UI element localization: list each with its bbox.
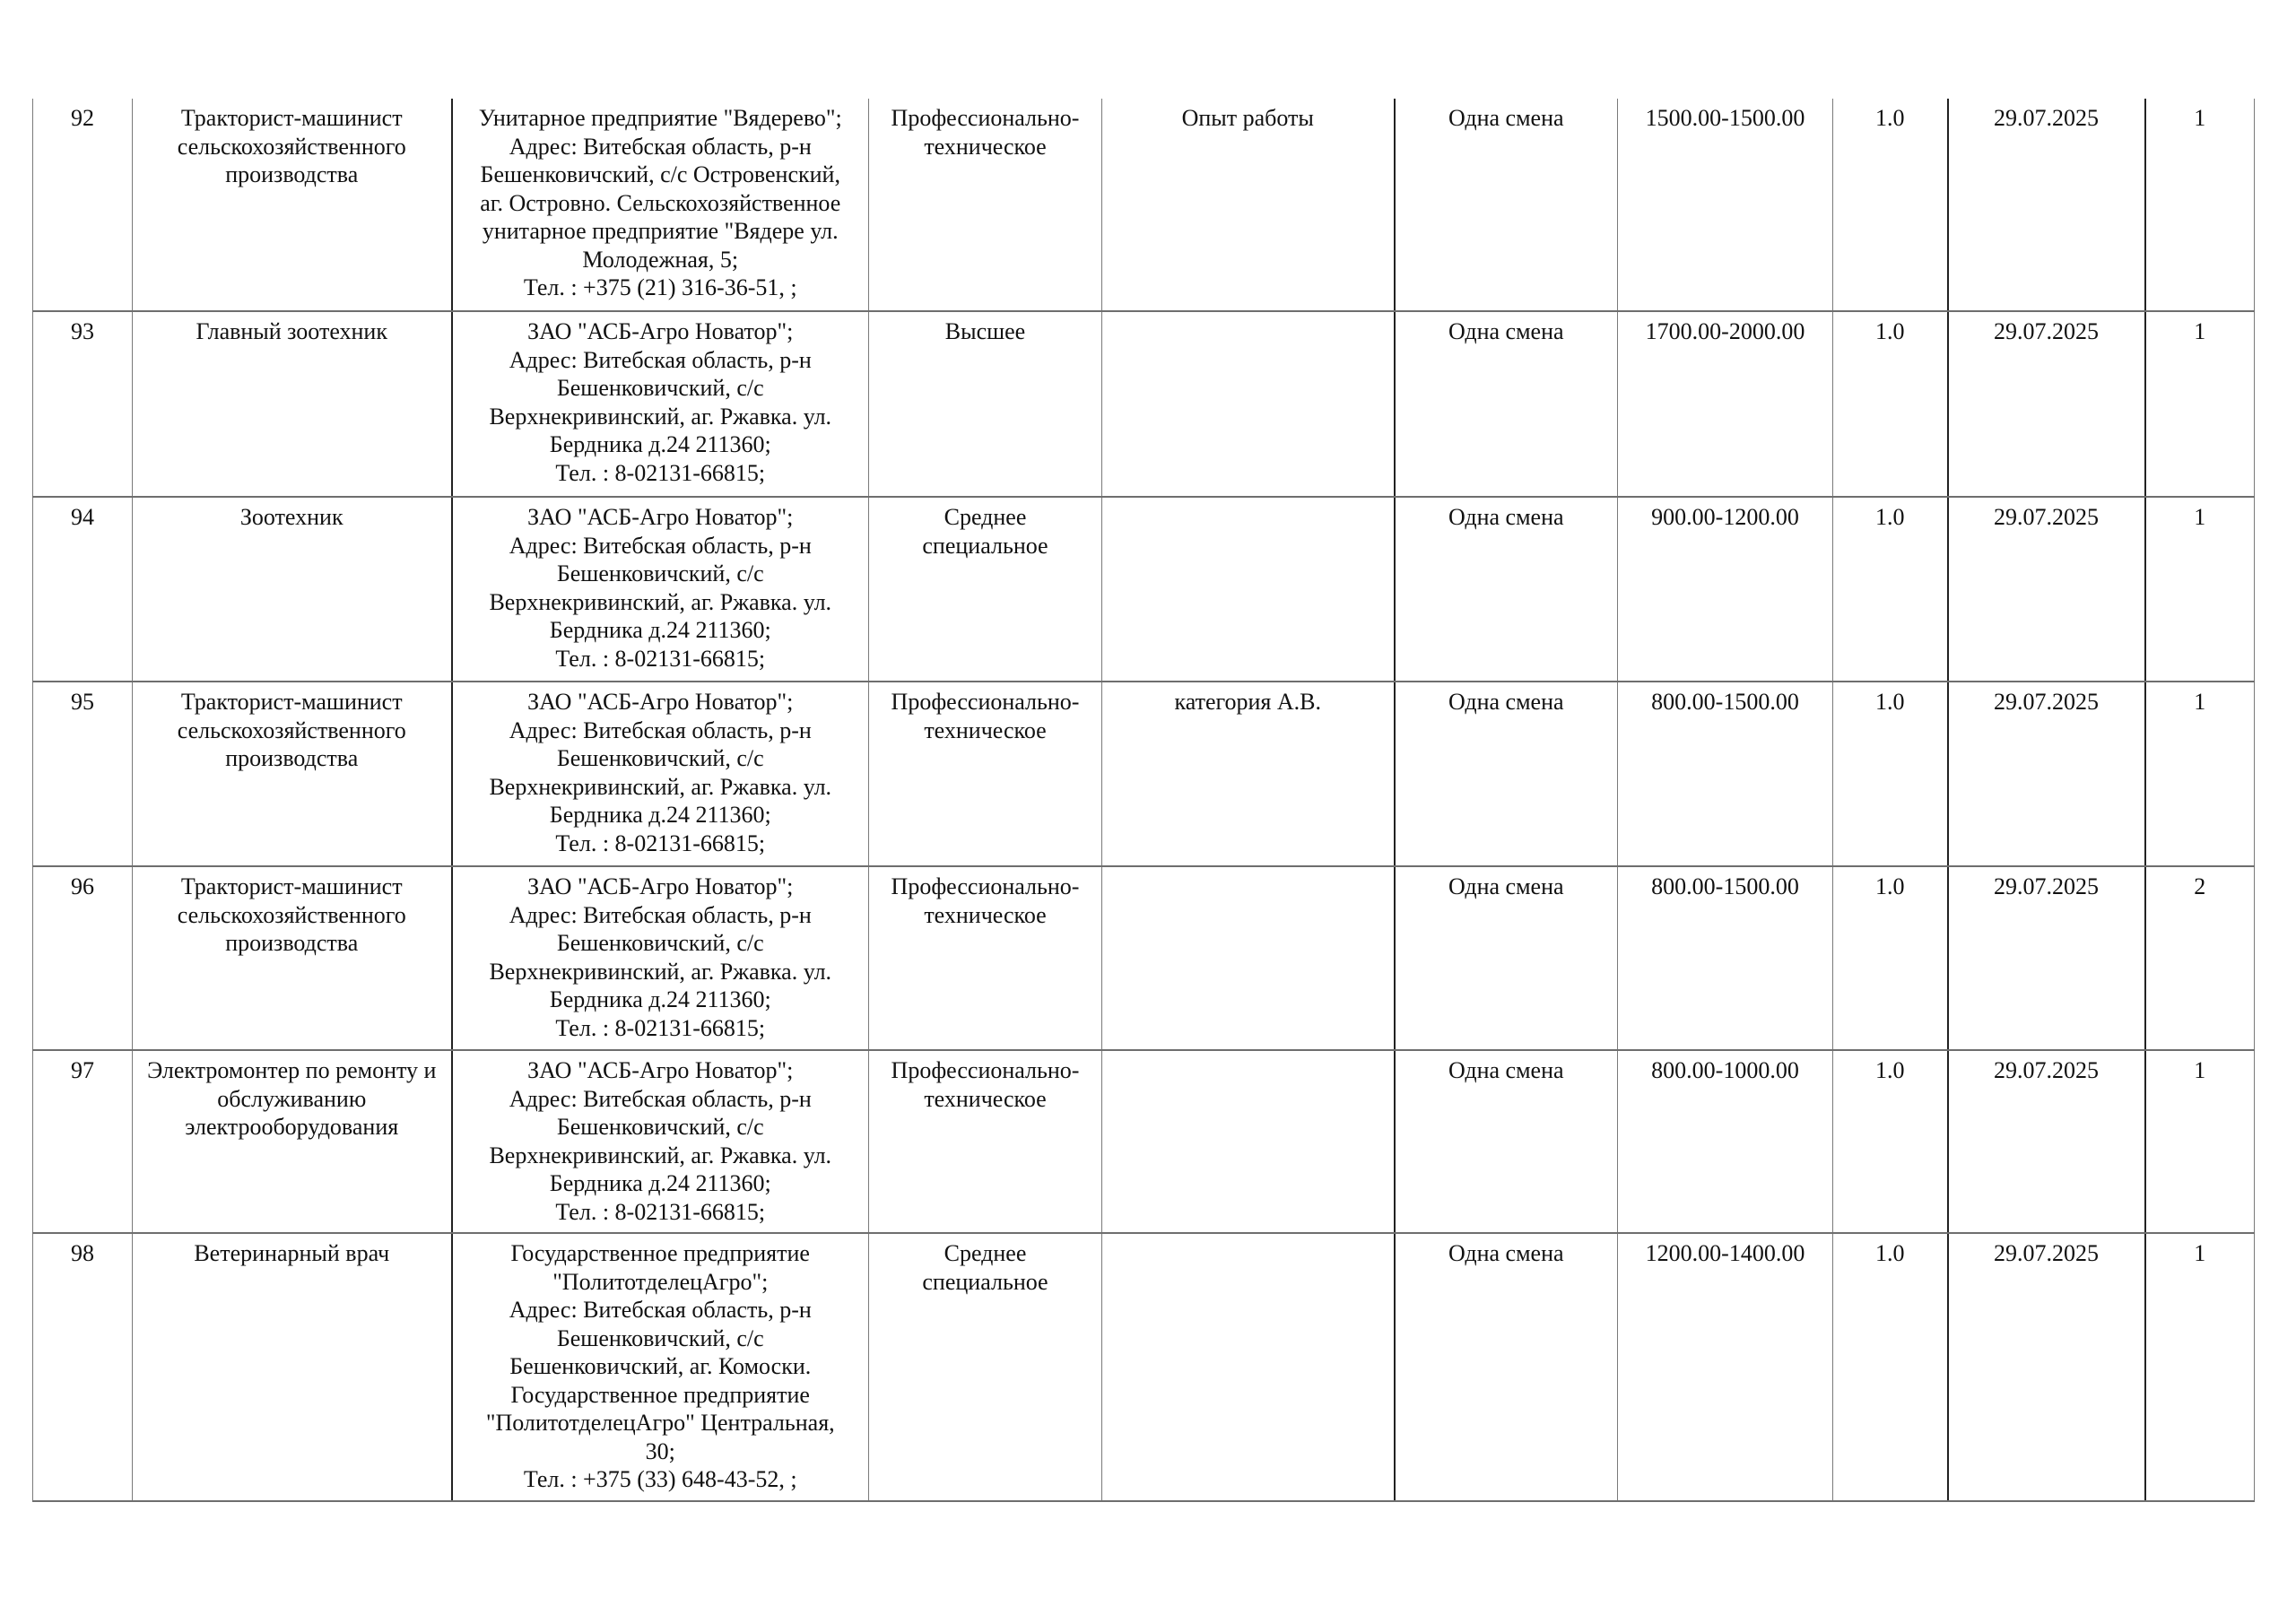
- cell-count: [2145, 311, 2255, 497]
- cell-employer-line: Бердника д.24 211360;: [549, 986, 771, 1012]
- cell-profession-line: Тракторист-машинист: [180, 873, 403, 899]
- cell-schedule-text: Одна смена: [1448, 318, 1564, 344]
- cell-employer-line: Адрес: Витебская область, р-н: [509, 901, 812, 928]
- cell-count-text: 1: [2194, 1240, 2206, 1266]
- cell-profession-line: Электромонтер по ремонту и: [147, 1057, 437, 1083]
- cell-education-line: специальное: [922, 532, 1048, 559]
- cell-profession: [133, 99, 452, 311]
- cell-date: [1948, 99, 2145, 311]
- cell-employer-line: Тел. : 8-02131-66815;: [555, 1198, 766, 1225]
- cell-count: [2145, 1233, 2255, 1501]
- cell-count-text: 1: [2194, 105, 2206, 131]
- cell-rate-text: 1.0: [1875, 1057, 1905, 1083]
- cell-date-text: 29.07.2025: [1994, 318, 2099, 344]
- cell-profession-line: сельскохозяйственного: [177, 716, 406, 743]
- cell-employer-line: Верхнекривинский, аг. Ржавка. ул.: [489, 1142, 832, 1168]
- cell-schedule: [1395, 1050, 1618, 1233]
- cell-salary: [1618, 682, 1833, 866]
- cell-schedule-text: Одна смена: [1448, 689, 1564, 715]
- cell-employer-line: Тел. : +375 (21) 316-36-51, ;: [523, 274, 797, 300]
- cell-employer: [452, 497, 869, 682]
- table-row: [33, 497, 2255, 682]
- cell-number: [33, 1233, 133, 1501]
- cell-employer-line: Тел. : 8-02131-66815;: [555, 645, 766, 672]
- cell-employer-line: ЗАО "АСБ-Агро Новатор";: [527, 318, 794, 344]
- cell-number-text: 95: [71, 689, 94, 715]
- cell-rate: [1833, 1233, 1948, 1501]
- cell-requirements-text: категория А.В.: [1174, 689, 1321, 715]
- cell-count-text: 2: [2194, 873, 2206, 899]
- cell-count-text: 1: [2194, 1057, 2206, 1083]
- cell-date-text: 29.07.2025: [1994, 689, 2099, 715]
- cell-schedule: [1395, 682, 1618, 866]
- cell-employer-line: Верхнекривинский, аг. Ржавка. ул.: [489, 588, 832, 615]
- cell-number-text: 92: [71, 105, 94, 131]
- cell-salary-text: 1700.00-2000.00: [1645, 318, 1805, 344]
- cell-employer-line: Верхнекривинский, аг. Ржавка. ул.: [489, 958, 832, 985]
- cell-date-text: 29.07.2025: [1994, 504, 2099, 530]
- table-body: [33, 99, 2255, 1501]
- cell-number-text: 98: [71, 1240, 94, 1266]
- cell-employer-line: Бешенковичский, с/с: [556, 930, 764, 956]
- table-row: [33, 311, 2255, 497]
- cell-count-text: 1: [2194, 318, 2206, 344]
- cell-employer-line: Адрес: Витебская область, р-н: [509, 1297, 812, 1323]
- cell-education: [869, 866, 1102, 1050]
- cell-requirements: [1102, 497, 1395, 682]
- cell-salary-text: 1200.00-1400.00: [1645, 1240, 1805, 1266]
- cell-rate: [1833, 682, 1948, 866]
- cell-rate-text: 1.0: [1875, 689, 1905, 715]
- cell-number-text: 94: [71, 504, 94, 530]
- cell-count: [2145, 682, 2255, 866]
- cell-employer-line: Бердника д.24 211360;: [549, 1170, 771, 1196]
- cell-education: [869, 311, 1102, 497]
- cell-employer-line: Тел. : 8-02131-66815;: [555, 459, 766, 486]
- cell-number: [33, 682, 133, 866]
- cell-education: [869, 682, 1102, 866]
- cell-schedule: [1395, 1233, 1618, 1501]
- cell-number-text: 93: [71, 318, 94, 344]
- cell-rate: [1833, 311, 1948, 497]
- cell-schedule-text: Одна смена: [1448, 504, 1564, 530]
- cell-education-line: Профессионально-: [891, 1057, 1080, 1083]
- cell-employer-line: Бешенковичский, с/с: [556, 1114, 764, 1140]
- cell-education: [869, 99, 1102, 311]
- cell-schedule: [1395, 99, 1618, 311]
- cell-salary: [1618, 866, 1833, 1050]
- cell-employer-line: Адрес: Витебская область, р-н: [509, 1085, 812, 1112]
- cell-employer-line: ЗАО "АСБ-Агро Новатор";: [527, 504, 794, 530]
- cell-education-line: Среднее: [944, 504, 1027, 530]
- cell-count: [2145, 99, 2255, 311]
- cell-salary-text: 800.00-1000.00: [1651, 1057, 1799, 1083]
- cell-profession-line: производства: [225, 930, 359, 956]
- cell-number-text: 97: [71, 1057, 94, 1083]
- cell-education: [869, 1050, 1102, 1233]
- cell-salary: [1618, 99, 1833, 311]
- cell-employer-line: Бешенковичский, с/с: [556, 1324, 764, 1351]
- cell-education-line: Профессионально-: [891, 105, 1080, 131]
- cell-employer-line: Бешенковичский, с/с Островенский,: [480, 161, 840, 187]
- cell-education-line: специальное: [922, 1268, 1048, 1295]
- cell-rate-text: 1.0: [1875, 504, 1905, 530]
- cell-education-line: Профессионально-: [891, 873, 1080, 899]
- cell-education-line: техническое: [924, 1085, 1047, 1112]
- cell-employer-line: Бердника д.24 211360;: [549, 617, 771, 643]
- cell-rate: [1833, 866, 1948, 1050]
- cell-education-line: Высшее: [944, 318, 1026, 344]
- cell-profession: [133, 682, 452, 866]
- table-row: [33, 1233, 2255, 1501]
- cell-employer-line: Адрес: Витебская область, р-н: [509, 346, 812, 373]
- cell-employer-line: Бешенковичский, с/с: [556, 560, 764, 586]
- cell-employer-line: ЗАО "АСБ-Агро Новатор";: [527, 1057, 794, 1083]
- cell-employer-line: Бешенковичский, аг. Комоски.: [509, 1353, 812, 1379]
- cell-date: [1948, 1233, 2145, 1501]
- cell-education-line: Профессионально-: [891, 689, 1080, 715]
- cell-employer: [452, 682, 869, 866]
- table-row: [33, 1050, 2255, 1233]
- cell-profession-line: производства: [225, 745, 359, 771]
- cell-employer-line: Тел. : 8-02131-66815;: [555, 1014, 766, 1041]
- cell-salary-text: 800.00-1500.00: [1651, 873, 1799, 899]
- cell-date-text: 29.07.2025: [1994, 1240, 2099, 1266]
- cell-employer-line: унитарное предприятие "Вядере ул.: [482, 218, 839, 244]
- cell-employer-line: Бешенковичский, с/с: [556, 375, 764, 401]
- cell-number: [33, 866, 133, 1050]
- cell-profession: [133, 1233, 452, 1501]
- cell-date: [1948, 1050, 2145, 1233]
- cell-salary-text: 800.00-1500.00: [1651, 689, 1799, 715]
- cell-rate-text: 1.0: [1875, 105, 1905, 131]
- cell-profession-line: производства: [225, 161, 359, 187]
- cell-date-text: 29.07.2025: [1994, 873, 2099, 899]
- cell-employer: [452, 99, 869, 311]
- cell-profession-line: сельскохозяйственного: [177, 901, 406, 928]
- cell-profession-line: Зоотехник: [239, 504, 344, 530]
- cell-employer-line: Государственное предприятие: [510, 1381, 810, 1408]
- cell-profession-line: Тракторист-машинист: [180, 689, 403, 715]
- cell-salary: [1618, 1050, 1833, 1233]
- cell-education-line: техническое: [924, 901, 1047, 928]
- cell-rate-text: 1.0: [1875, 873, 1905, 899]
- cell-employer-line: Молодежная, 5;: [582, 246, 739, 273]
- cell-salary-text: 900.00-1200.00: [1651, 504, 1799, 530]
- cell-count: [2145, 497, 2255, 682]
- cell-profession: [133, 866, 452, 1050]
- cell-requirements: [1102, 99, 1395, 311]
- cell-employer-line: ЗАО "АСБ-Агро Новатор";: [527, 873, 794, 899]
- cell-rate-text: 1.0: [1875, 318, 1905, 344]
- cell-date-text: 29.07.2025: [1994, 1057, 2099, 1083]
- cell-employer-line: Бердника д.24 211360;: [549, 431, 771, 457]
- cell-profession-line: Главный зоотехник: [196, 318, 387, 344]
- cell-employer-line: "ПолитотделецАгро" Центральная,: [485, 1410, 835, 1436]
- cell-employer-line: Адрес: Витебская область, р-н: [509, 133, 812, 160]
- cell-salary: [1618, 311, 1833, 497]
- cell-employer-line: аг. Островно. Сельскохозяйственное: [480, 189, 841, 216]
- cell-education: [869, 497, 1102, 682]
- vacancies-table: [32, 99, 2255, 1502]
- cell-employer-line: "ПолитотделецАгро";: [552, 1268, 769, 1295]
- cell-employer-line: Верхнекривинский, аг. Ржавка. ул.: [489, 773, 832, 800]
- cell-profession-line: обслуживанию: [217, 1085, 367, 1112]
- cell-education: [869, 1233, 1102, 1501]
- cell-requirements: [1102, 866, 1395, 1050]
- cell-count-text: 1: [2194, 504, 2206, 530]
- cell-employer-line: Тел. : +375 (33) 648-43-52, ;: [523, 1466, 797, 1492]
- cell-employer: [452, 311, 869, 497]
- cell-salary: [1618, 497, 1833, 682]
- cell-schedule-text: Одна смена: [1448, 1057, 1564, 1083]
- table-row: [33, 866, 2255, 1050]
- cell-profession: [133, 311, 452, 497]
- cell-date: [1948, 682, 2145, 866]
- cell-employer-line: Адрес: Витебская область, р-н: [509, 532, 812, 559]
- cell-employer-line: Государственное предприятие: [510, 1240, 810, 1266]
- cell-education-line: техническое: [924, 716, 1047, 743]
- cell-employer: [452, 866, 869, 1050]
- cell-employer-line: Адрес: Витебская область, р-н: [509, 716, 812, 743]
- cell-schedule: [1395, 866, 1618, 1050]
- cell-education-line: техническое: [924, 133, 1047, 160]
- cell-profession: [133, 497, 452, 682]
- cell-profession-line: Ветеринарный врач: [194, 1240, 390, 1266]
- cell-schedule-text: Одна смена: [1448, 105, 1564, 131]
- cell-employer-line: Тел. : 8-02131-66815;: [555, 829, 766, 856]
- cell-rate: [1833, 1050, 1948, 1233]
- cell-count: [2145, 1050, 2255, 1233]
- cell-requirements: [1102, 1050, 1395, 1233]
- cell-number: [33, 311, 133, 497]
- cell-number: [33, 1050, 133, 1233]
- cell-schedule-text: Одна смена: [1448, 1240, 1564, 1266]
- cell-employer-line: Бердника д.24 211360;: [549, 802, 771, 828]
- cell-profession-line: сельскохозяйственного: [177, 133, 406, 160]
- cell-profession-line: электрооборудования: [185, 1114, 399, 1140]
- cell-employer-line: ЗАО "АСБ-Агро Новатор";: [527, 689, 794, 715]
- cell-requirements-text: Опыт работы: [1181, 105, 1314, 131]
- table-row: [33, 682, 2255, 866]
- cell-date: [1948, 866, 2145, 1050]
- cell-education-line: Среднее: [944, 1240, 1027, 1266]
- cell-employer: [452, 1233, 869, 1501]
- cell-requirements: [1102, 682, 1395, 866]
- cell-salary-text: 1500.00-1500.00: [1645, 105, 1805, 131]
- cell-date: [1948, 497, 2145, 682]
- cell-requirements: [1102, 1233, 1395, 1501]
- cell-schedule-text: Одна смена: [1448, 873, 1564, 899]
- cell-employer-line: Бешенковичский, с/с: [556, 745, 764, 771]
- cell-profession: [133, 1050, 452, 1233]
- cell-employer-line: Унитарное предприятие "Вядерево";: [478, 105, 842, 131]
- table-row: [33, 99, 2255, 311]
- cell-date: [1948, 311, 2145, 497]
- cell-salary: [1618, 1233, 1833, 1501]
- cell-schedule: [1395, 311, 1618, 497]
- cell-number-text: 96: [71, 873, 94, 899]
- cell-date-text: 29.07.2025: [1994, 105, 2099, 131]
- cell-number: [33, 99, 133, 311]
- cell-employer-line: 30;: [645, 1437, 675, 1464]
- cell-profession-line: Тракторист-машинист: [180, 105, 403, 131]
- cell-rate-text: 1.0: [1875, 1240, 1905, 1266]
- cell-employer-line: Верхнекривинский, аг. Ржавка. ул.: [489, 403, 832, 430]
- cell-schedule: [1395, 497, 1618, 682]
- cell-rate: [1833, 99, 1948, 311]
- cell-count-text: 1: [2194, 689, 2206, 715]
- cell-number: [33, 497, 133, 682]
- cell-count: [2145, 866, 2255, 1050]
- cell-rate: [1833, 497, 1948, 682]
- cell-employer: [452, 1050, 869, 1233]
- cell-requirements: [1102, 311, 1395, 497]
